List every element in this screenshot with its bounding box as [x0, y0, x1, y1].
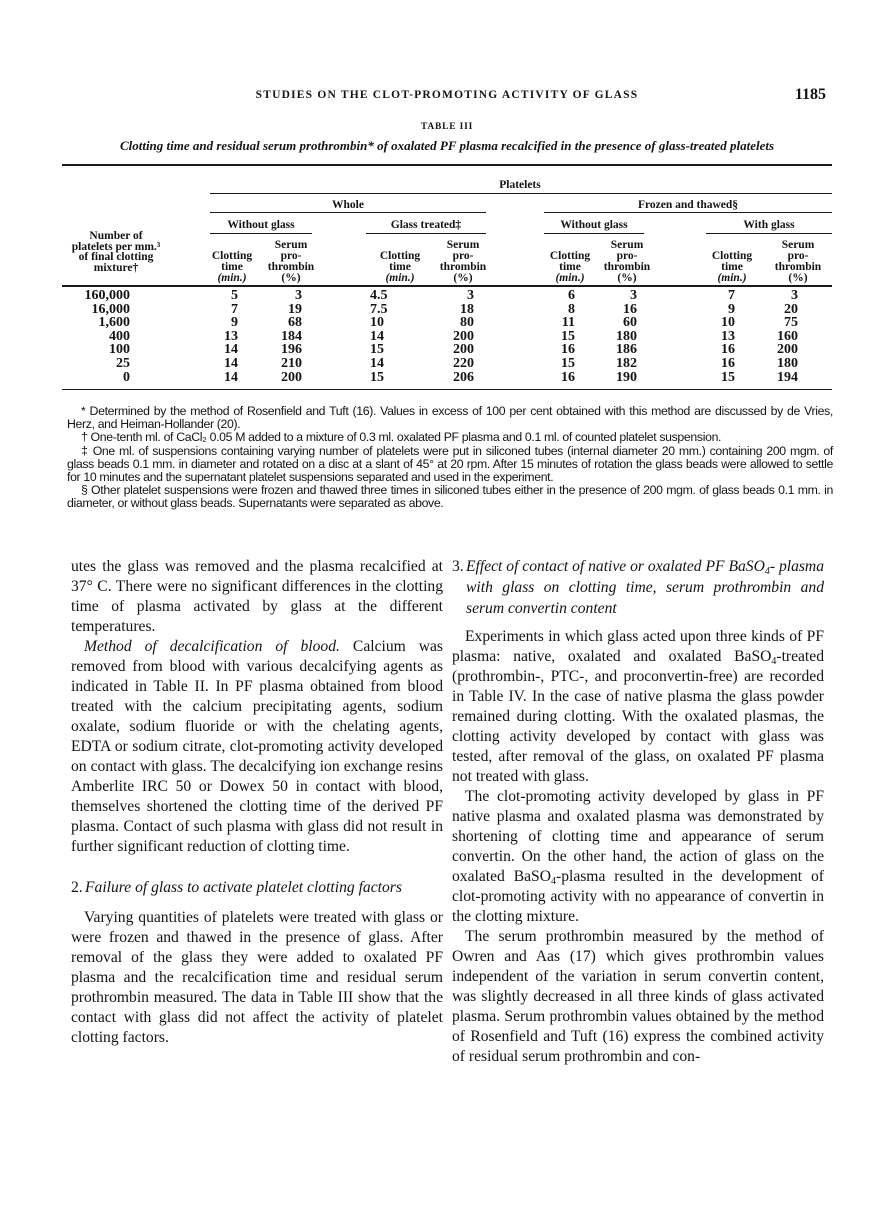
table-cell: 5	[231, 288, 238, 303]
table-cell: 7	[728, 288, 735, 303]
table-cell: 3	[295, 288, 302, 303]
subscript: 4	[771, 656, 777, 667]
col-header-line: (%)	[453, 272, 473, 284]
subscript: 4	[551, 876, 556, 887]
platelet-count-cell: 0	[123, 369, 130, 385]
table-cell: 200	[281, 369, 302, 385]
running-head	[62, 86, 832, 106]
col-header-serum	[432, 240, 494, 284]
value-column	[260, 289, 302, 384]
platelet-count-cell: 16,000	[91, 301, 130, 317]
table-cell: 200	[777, 342, 798, 358]
table-cell: 14	[370, 328, 384, 344]
page-number: 1185	[794, 86, 826, 103]
section-title: - plasma with glass on clotting time, serum prothrombin and serum convertin content	[466, 558, 824, 617]
right-column	[452, 556, 824, 1067]
col-header-line: pro-	[616, 250, 638, 262]
footnote: § Other platelet suspensions were frozen and thawed three times in siliconed tubes either in the presence of 200 mgm. of glass beads 0.1 mm. in diameter, or without glass beads. Supernatants were separated as above.	[67, 483, 833, 511]
col-header-line: time	[559, 261, 581, 273]
col-header-line: pro-	[787, 250, 809, 262]
paragraph-text: The clot-promoting activity developed by glass in PF native plasma and oxalated plasma was demonstrated by shortening of clotting time and appearance of serum convertin. On the other hand, the action of glass on the oxalated BaSO	[452, 788, 824, 885]
table-cell: 80	[460, 315, 474, 331]
col-header-line: (min.)	[217, 272, 247, 284]
table-bottom-rule	[62, 389, 832, 390]
paragraph	[452, 787, 824, 927]
table-cell: 16	[561, 369, 575, 385]
table-cell: 7.5	[370, 301, 388, 317]
value-column	[600, 289, 637, 384]
table-cell: 18	[460, 301, 474, 317]
frozen-with-rule	[706, 233, 832, 234]
table-cell: 16	[721, 355, 735, 371]
paragraph: utes the glass was removed and the plasma recalcified at 37° C. There were no significant differences in the clotting time of plasma activated by glass at the different temperatures.	[71, 558, 443, 635]
col-header-line: thrombin	[774, 261, 822, 273]
table-cell: 3	[630, 288, 637, 303]
table-cell: 68	[288, 315, 302, 331]
col-header-clotting	[542, 251, 598, 284]
platelet-count-column	[70, 289, 130, 384]
table-cell: 16	[721, 342, 735, 358]
paragraph	[452, 627, 824, 787]
table-cell: 160	[777, 328, 798, 344]
table-cell: 13	[224, 328, 238, 344]
footnote: * Determined by the method of Rosenfield and Tuft (16). Values in excess of 100 per cent obtained with this method are discussed by de Vries, Herz, and Heiman-Hollander (20).	[67, 404, 833, 432]
table-label: TABLE III	[420, 122, 474, 132]
table-cell: 6	[568, 288, 575, 303]
table-cell: 206	[453, 369, 474, 385]
table-cell: 16	[623, 301, 637, 317]
paragraph: Varying quantities of platelets were treated with glass or were frozen and thawed in the presence of glass. After removal of the glass they were added to oxalated PF plasma and the recalcification time and residual serum prothrombin measured. The data in Table III show that the contact with glass did not affect the activity of platelet clotting factors.	[71, 909, 443, 1046]
col-header-line: thrombin	[603, 261, 651, 273]
subscript: 4	[764, 566, 770, 577]
table-top-rule	[62, 164, 832, 166]
table-cell: 9	[728, 301, 735, 317]
subgroup-frozen-without: Without glass	[560, 219, 628, 231]
table-cell: 3	[467, 288, 474, 303]
value-column	[370, 289, 410, 384]
table-cell: 220	[453, 355, 474, 371]
section-number: 2.	[71, 879, 83, 896]
col-header-line: thrombin	[267, 261, 315, 273]
table-cell: 15	[370, 369, 384, 385]
table-cell: 200	[453, 328, 474, 344]
paragraph	[71, 637, 443, 857]
frozen-rule	[544, 212, 832, 213]
group-whole: Whole	[332, 199, 364, 211]
table-cell: 4.5	[370, 288, 388, 303]
col-header-line: (min.)	[385, 272, 415, 284]
table-cell: 15	[370, 342, 384, 358]
section-heading-3	[452, 556, 824, 619]
table-caption: Clotting time and residual serum prothrombin* of oxalated PF plasma recalcified in the presence of glass-treated platelets	[119, 138, 775, 153]
col-header-line: Clotting	[211, 250, 253, 262]
running-title: STUDIES ON THE CLOT-PROMOTING ACTIVITY OF GLASS	[255, 89, 639, 101]
section-title: Failure of glass to activate platelet clotting factors	[85, 879, 402, 896]
table-cell: 14	[224, 369, 238, 385]
col-header-line: Serum	[781, 239, 815, 251]
col-header-line: Serum	[446, 239, 480, 251]
col-header-clotting	[704, 251, 760, 284]
platelets-rule	[210, 193, 832, 194]
row-header: Number of platelets per mm.³ of final clotting mixture†	[71, 230, 161, 274]
section-title: Effect of contact of native or oxalated PF BaSO	[466, 558, 765, 575]
table-cell: 9	[231, 315, 238, 331]
paragraph-text: -plasma resulted in the development of clot-promoting activity with no appearance of convertin in the clotting mixture.	[452, 868, 824, 925]
table-cell: 8	[568, 301, 575, 317]
col-header-line: thrombin	[439, 261, 487, 273]
col-header-line: Clotting	[379, 250, 421, 262]
table-cell: 10	[370, 315, 384, 331]
whole-glass-rule	[366, 233, 486, 234]
col-header-line: time	[389, 261, 411, 273]
left-column	[71, 557, 443, 1048]
table-cell: 200	[453, 342, 474, 358]
subgroup-frozen-with: With glass	[743, 219, 795, 231]
col-header-line: Clotting	[549, 250, 591, 262]
table-cell: 184	[281, 328, 302, 344]
platelets-spanner: Platelets	[499, 179, 541, 191]
table-cell: 15	[561, 328, 575, 344]
paragraph-text: Calcium was removed from blood with various decalcifying agents as indicated in Table II. In PF plasma obtained from blood treated with the calcium precipitating agents, sodium oxalate, sodium fluoride or with the chelating agents, EDTA or sodium citrate, clot-promoting activity developed on contact with glass. The decalcifying ion exchange resins Amberlite IRC 50 or Dowex 50 in contact with blood, themselves shortened the clotting time of the derived PF plasma. Contact of such plasma with glass did not result in further significant reduction of clotting time.	[71, 638, 443, 855]
col-header-clotting	[372, 251, 428, 284]
table-footnotes	[67, 405, 833, 511]
table-cell: 3	[791, 288, 798, 303]
table-cell: 180	[777, 355, 798, 371]
col-header-line: pro-	[280, 250, 302, 262]
table-cell: 210	[281, 355, 302, 371]
col-header-line: (min.)	[717, 272, 747, 284]
col-header-line: (min.)	[555, 272, 585, 284]
section-heading-2	[71, 877, 443, 898]
table-cell: 11	[561, 315, 575, 331]
col-header-line: (%)	[281, 272, 301, 284]
col-header-line: time	[221, 261, 243, 273]
table-cell: 182	[616, 355, 637, 371]
table-cell: 196	[281, 342, 302, 358]
table-cell: 15	[721, 369, 735, 385]
value-column	[712, 289, 735, 384]
col-header-serum	[764, 240, 832, 284]
section-number: 3.	[452, 558, 464, 575]
value-column	[440, 289, 474, 384]
table-cell: 186	[616, 342, 637, 358]
value-column	[210, 289, 238, 384]
group-frozen: Frozen and thawed§	[637, 199, 739, 211]
col-header-line: (%)	[617, 272, 637, 284]
col-header-serum	[260, 240, 322, 284]
subgroup-whole-without: Without glass	[227, 219, 295, 231]
col-header-line: pro-	[452, 250, 474, 262]
col-header-line: Serum	[610, 239, 644, 251]
col-header-line: (%)	[788, 272, 808, 284]
table-cell: 190	[616, 369, 637, 385]
platelet-count-cell: 160,000	[84, 288, 130, 303]
table-cell: 194	[777, 369, 798, 385]
col-header-serum	[596, 240, 658, 284]
footnote: ‡ One ml. of suspensions containing varying number of platelets were put in siliconed tubes (internal diameter 20 mm.) containing 200 mgm. of glass beads 0.1 mm. in diameter and rotated on a disc at a slant of 45° at 20 rpm. After 15 minutes of rotation the glass beads were allowed to settle for 10 minutes and the supernatant platelet suspensions separated and used in the experiment.	[67, 443, 833, 485]
table-cell: 19	[288, 301, 302, 317]
table-cell: 14	[224, 355, 238, 371]
subgroup-whole-glass: Glass treated‡	[390, 219, 462, 231]
table-cell: 13	[721, 328, 735, 344]
platelet-count-cell: 25	[116, 355, 130, 371]
table-cell: 20	[784, 301, 798, 317]
frozen-without-rule	[544, 233, 644, 234]
table-cell: 180	[616, 328, 637, 344]
footnote: † One-tenth ml. of CaCl₂ 0.05 M added to a mixture of 0.3 ml. oxalated PF plasma and 0.1 ml. of counted platelet suspension.	[81, 430, 722, 445]
col-header-line: Serum	[274, 239, 308, 251]
header-bottom-rule	[62, 285, 832, 287]
table-cell: 10	[721, 315, 735, 331]
col-header-line: time	[721, 261, 743, 273]
col-header-clotting	[204, 251, 260, 284]
value-column	[760, 289, 798, 384]
table-cell: 16	[561, 342, 575, 358]
paragraph-text: -treated (prothrombin-, PTC-, and proconvertin-free) are recorded in Table IV. In the case of native plasma the glass powder remained during clotting. With the oxalated plasmas, the clotting activity developed by contact with glass was tested, after removal of the glass, on oxalated PF plasma not treated with glass.	[452, 648, 824, 785]
table-cell: 7	[231, 301, 238, 317]
paragraph: The serum prothrombin measured by the method of Owren and Aas (17) which gives prothrombin values independent of the variation in serum convertin content, was slightly decreased in all three kinds of glass activated plasma. Serum prothrombin values obtained by the method of Rosenfield and Tuft (16) express the combined activity of residual serum prothrombin and con-	[452, 928, 824, 1065]
col-header-line: Clotting	[711, 250, 753, 262]
table-cell: 14	[224, 342, 238, 358]
platelet-count-cell: 400	[109, 328, 130, 344]
table-cell: 60	[623, 315, 637, 331]
whole-without-rule	[210, 233, 312, 234]
value-column	[550, 289, 575, 384]
platelet-count-cell: 100	[109, 342, 130, 358]
table-cell: 75	[784, 315, 798, 331]
table-cell: 15	[561, 355, 575, 371]
paragraph-text: Experiments in which glass acted upon three kinds of PF plasma: native, oxalated and oxalated BaSO	[452, 628, 824, 665]
platelet-count-cell: 1,600	[98, 315, 130, 331]
run-in-heading: Method of decalcification of blood.	[84, 638, 340, 655]
whole-rule	[210, 212, 486, 213]
table-cell: 14	[370, 355, 384, 371]
